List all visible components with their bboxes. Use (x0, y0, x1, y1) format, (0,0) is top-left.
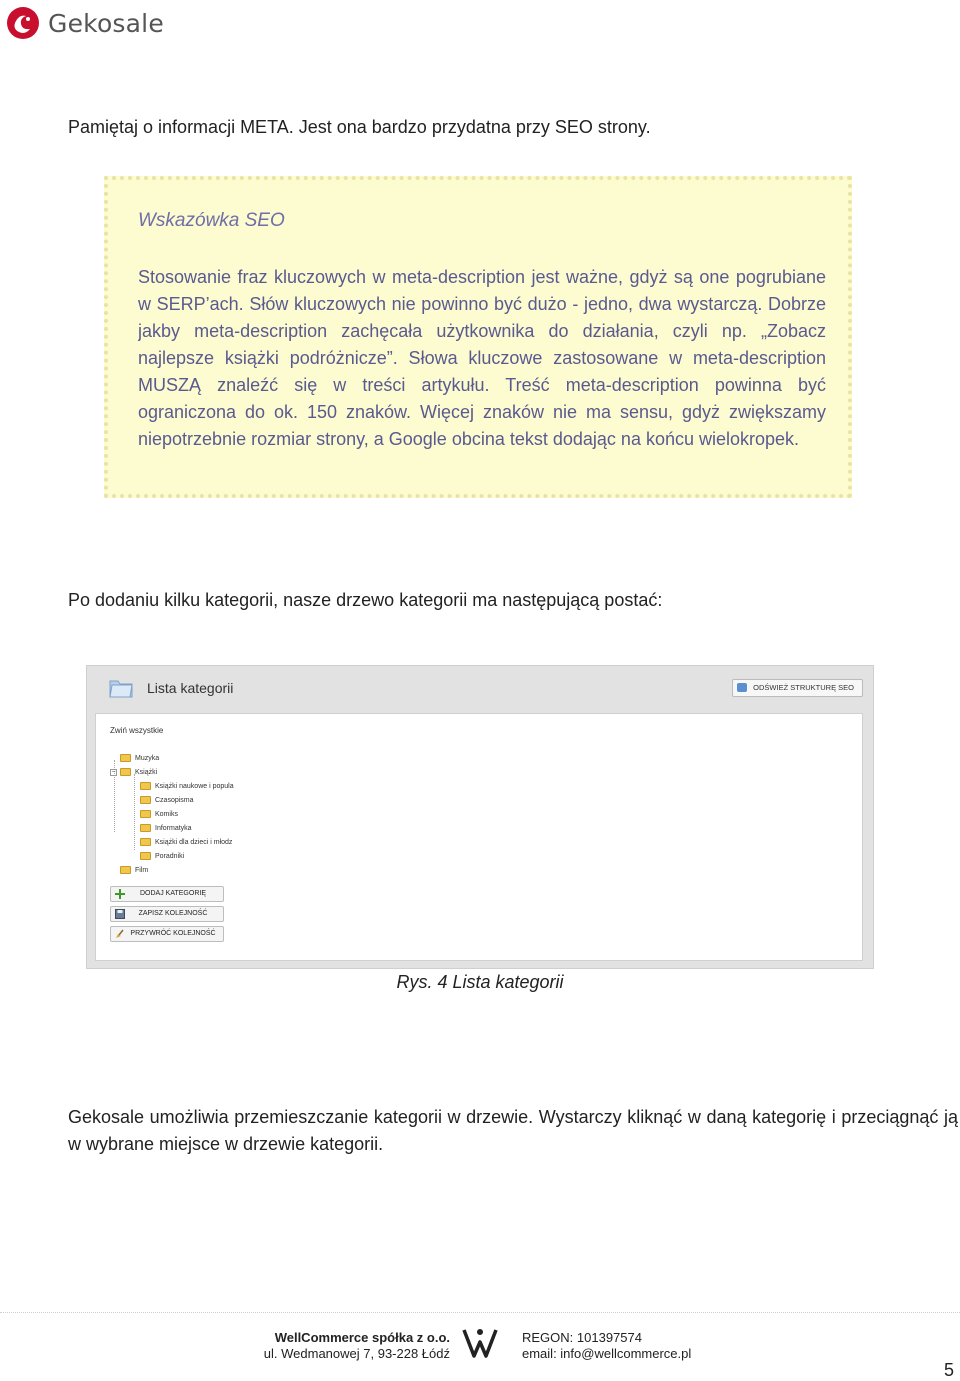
tree-item-label: Książki naukowe i popula (155, 782, 234, 790)
tree-item-czasopisma[interactable] (140, 794, 194, 806)
save-icon (115, 909, 125, 919)
tree-item-label: Film (135, 866, 149, 874)
folder-icon (120, 754, 131, 762)
restore-order-button[interactable] (110, 926, 224, 942)
restore-order-label: PRZYWRÓĆ KOLEJNOŚĆ (130, 930, 216, 937)
broom-icon (115, 929, 125, 939)
folder-icon (120, 866, 131, 874)
tree-connector (134, 774, 135, 850)
folder-icon (140, 782, 151, 790)
category-list-title: Lista kategorii (147, 680, 234, 696)
footer-divider (0, 1312, 960, 1313)
folder-icon (140, 810, 151, 818)
drag-info-text: Gekosale umożliwia przemieszczanie kategorii w drzewie. Wystarczy kliknąć w daną kategorię i przeciągnąć ją w wybrane miejsce w drzewie kategorii. (68, 1107, 958, 1154)
folder-icon (120, 768, 131, 776)
seo-tip-body: Stosowanie fraz kluczowych w meta-description jest ważne, gdyż są one pogrubiane w SERP’ach. Słów kluczowych nie powinno być dużo - jedno, dwa wystarczą. Dobrze jakby meta-description zachęcała użytkownika do działania, czyli np. „Zobacz najlepsze książki podróżnicze”. Słowa kluczowe zastosowane w meta-description MUSZĄ znaleźć się w treści artykułu. Treść meta-description powinna być ograniczona do ok. 150 znaków. Więcej znaków nie ma sensu, gdyż zwiększamy niepotrzebnie rozmiar strony, a Google obcina tekst dodając na końcu wielokropek. (138, 267, 826, 449)
refresh-icon (737, 683, 747, 692)
tree-item-film[interactable] (120, 864, 148, 876)
plus-icon (115, 889, 125, 899)
add-category-label: DODAJ KATEGORIĘ (140, 890, 206, 897)
tree-item-label: Czasopisma (155, 796, 194, 804)
footer-company: WellCommerce spółka z o.o. (274, 1330, 450, 1345)
footer-contact-info (522, 1330, 691, 1362)
tree-item-poradniki[interactable] (140, 850, 184, 862)
refresh-seo-structure-button[interactable] (732, 679, 863, 697)
tree-item-informatyka[interactable] (140, 822, 192, 834)
folder-icon (140, 838, 151, 846)
footer-address: ul. Wedmanowej 7, 93-228 Łódź (263, 1346, 450, 1361)
figure-caption: Rys. 4 Lista kategorii (396, 972, 564, 992)
folder-icon (140, 824, 151, 832)
add-category-button[interactable] (110, 886, 224, 902)
gekosale-logo-icon (6, 6, 40, 40)
page-number: 5 (943, 1360, 954, 1380)
tree-item-muzyka[interactable] (120, 752, 159, 764)
tree-item-label: Informatyka (155, 824, 192, 832)
collapse-toggle-icon[interactable]: − (111, 768, 116, 776)
tree-item-label: Muzyka (135, 754, 160, 762)
folder-icon (140, 852, 151, 860)
footer-email[interactable]: email: info@wellcommerce.pl (522, 1346, 692, 1361)
tree-item-label: Książki dla dzieci i młodz (155, 838, 233, 846)
gekosale-logo (6, 6, 164, 40)
collapse-all-link[interactable]: Zwiń wszystkie (110, 726, 164, 735)
tree-item-komiks[interactable] (140, 808, 178, 820)
tree-item-ksiazki-naukowe[interactable] (140, 780, 234, 792)
folder-icon (140, 796, 151, 804)
category-list-screenshot (86, 665, 874, 969)
wellcommerce-logo-icon (462, 1326, 498, 1360)
seo-tip-title: Wskazówka SEO (138, 210, 285, 231)
folder-icon (109, 676, 133, 698)
category-tree-panel (95, 713, 863, 961)
tree-item-label: Poradniki (155, 852, 185, 860)
category-list-header (87, 666, 873, 712)
tree-item-label: Komiks (155, 810, 178, 818)
brand-name: Gekosale (48, 8, 164, 38)
meta-reminder-text: Pamiętaj o informacji META. Jest ona bardzo przydatna przy SEO strony. (68, 117, 651, 137)
footer-regon: REGON: 101397574 (522, 1330, 642, 1345)
tree-intro-text: Po dodaniu kilku kategorii, nasze drzewo kategorii ma następującą postać: (68, 590, 663, 610)
seo-tip-box (104, 176, 852, 498)
tree-item-label: Książki (135, 768, 158, 776)
tree-item-ksiazki[interactable] (110, 766, 157, 778)
refresh-seo-structure-label: ODŚWIEŻ STRUKTURĘ SEO (753, 683, 854, 692)
save-order-label: ZAPISZ KOLEJNOŚĆ (138, 910, 208, 917)
footer-company-info (240, 1330, 450, 1362)
save-order-button[interactable] (110, 906, 224, 922)
tree-item-ksiazki-dzieci[interactable] (140, 836, 232, 848)
